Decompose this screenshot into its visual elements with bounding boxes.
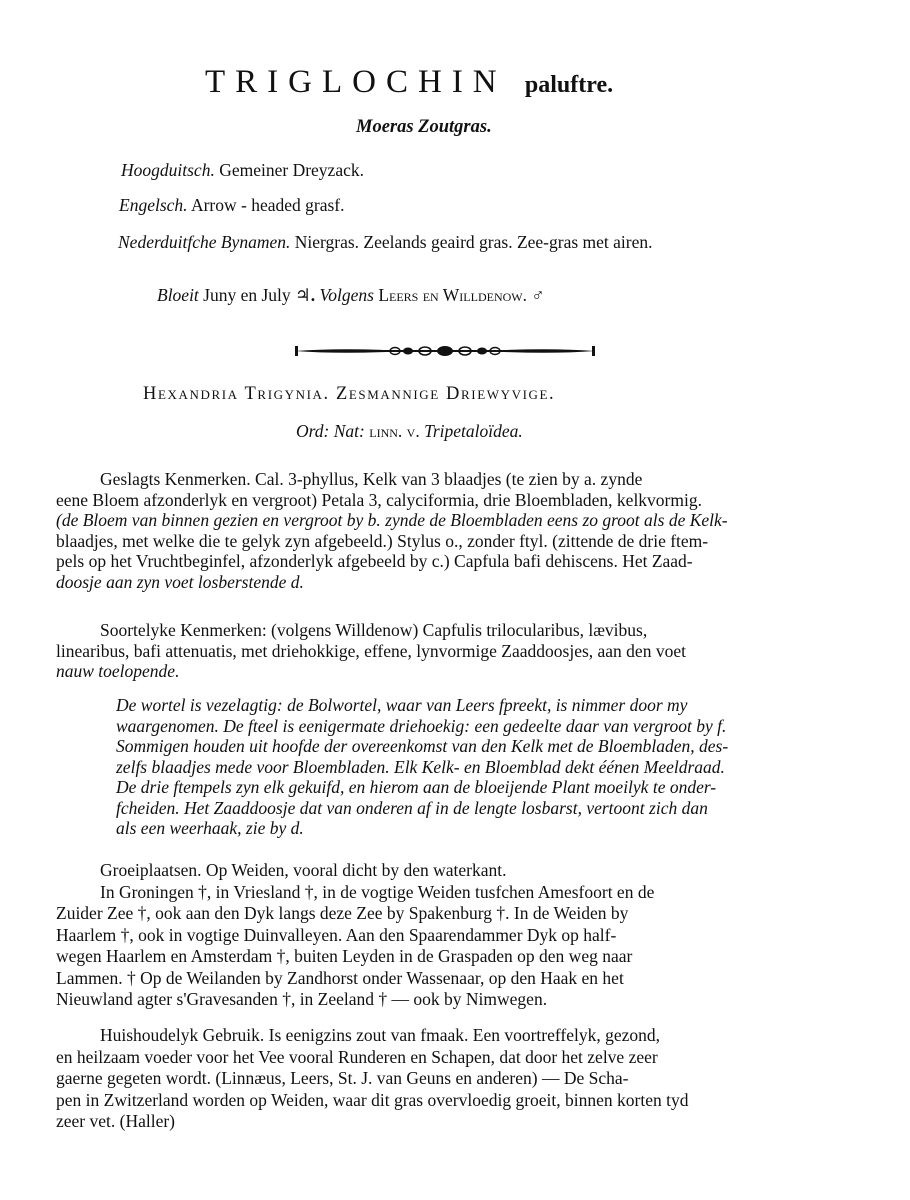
groeiplaatsen-line: Zuider Zee †, ook aan den Dyk langs deze Zee by Spakenburg †. In de Weiden by (56, 903, 629, 923)
groeiplaatsen (56, 860, 863, 1011)
geslagts-line: (de Bloem van binnen gezien en vergroot by b. zynde de Bloembladen eens zo groot als de Kelk- (56, 510, 728, 530)
name-engelsch-value: Arrow - headed grasf. (190, 195, 345, 215)
huishoudelyk-line: en heilzaam voeder voor het Vee vooral Runderen en Schapen, dat door het zelve zeer (56, 1046, 658, 1067)
name-nederduitsche (118, 232, 653, 253)
bloei-authors: Leers en Willdenow. (378, 285, 527, 305)
dutch-name: Moeras Zoutgras. (356, 117, 492, 137)
wortel-line: Sommigen houden uit hoofde der overeenkomst van den Kelk met de Bloembladen, des- (116, 736, 729, 756)
groeiplaatsen-line: Groeiplaatsen. Op Weiden, vooral dicht by den waterkant. (100, 860, 507, 880)
geslagts-line: Geslagts Kenmerken. Cal. 3-phyllus, Kelk van 3 blaadjes (te zien by a. zynde (100, 469, 643, 489)
perennial-symbol: ♃. (295, 285, 316, 305)
geslagts-line: eene Bloem afzonderlyk en vergroot) Petala 3, calyciformia, drie Bloembladen, kelkvormig. (56, 489, 702, 510)
wortel-line: De wortel is vezelagtig: de Bolwortel, waar van Leers fpreekt, is nimmer door my (116, 695, 688, 715)
classification-line: Hexandria Trigynia. Zesmannige Driewyvige. (143, 384, 556, 404)
wortel-line: fcheiden. Het Zaaddoosje dat van onderen af in de lengte losbarst, vertoont zich dan (116, 797, 708, 818)
show-through-smudge (705, 170, 785, 200)
ornamental-rule (295, 343, 595, 359)
natural-order-line (296, 421, 523, 442)
name-hoogduitsch-value: Gemeiner Dreyzack. (219, 160, 364, 180)
flowering-line (157, 285, 545, 306)
natural-order-label: Ord: Nat: (296, 421, 365, 441)
huishoudelyk-gebruik (56, 1025, 863, 1133)
geslagts-line: blaadjes, met welke die te gelyk zyn afgebeeld.) Stylus o., zonder ftyl. (zittende de drie ftem- (56, 530, 709, 551)
groeiplaatsen-line: Nieuwland agter s'Gravesanden †, in Zeeland † — ook by Nimwegen. (56, 989, 548, 1009)
bloei-label: Bloeit (157, 285, 199, 305)
huishoudelyk-line: gaerne gegeten wordt. (Linnæus, Leers, St. J. van Geuns en anderen) — De Scha- (56, 1068, 629, 1088)
page-title (205, 64, 613, 101)
volgens-label: Volgens (319, 285, 374, 305)
name-engelsch-label: Engelsch. (119, 195, 188, 215)
name-hoogduitsch (121, 160, 364, 181)
wortel-line: waargenomen. De fteel is eenigermate driehoekig: een gedeelte daar van vergroot by f. (116, 715, 727, 736)
soortelyke-line: nauw toelopende. (56, 661, 180, 681)
name-nederduitsche-label: Nederduitfche Bynamen. (118, 232, 291, 252)
huishoudelyk-line: zeer vet. (Haller) (56, 1111, 176, 1131)
wortel-line: zelfs blaadjes mede voor Bloembladen. Elk Kelk- en Bloemblad dekt éénen Meeldraad. (116, 756, 725, 777)
name-nederduitsche-value: Niergras. Zeelands geaird gras. Zee-gras met airen. (294, 232, 653, 252)
huishoudelyk-line: pen in Zwitzerland worden op Weiden, waar dit gras overvloedig groeit, binnen korten tyd (56, 1089, 689, 1110)
wortel-line: als een weerhaak, zie by d. (116, 818, 304, 838)
groeiplaatsen-line: wegen Haarlem en Amsterdam †, buiten Leyden in de Graspaden op den weg naar (56, 946, 633, 966)
wortel-line: De drie ftempels zyn elk gekuifd, en hierom aan de bloeijende Plant moeilyk te onder- (116, 777, 717, 797)
soortelyke-line: linearibus, bafi attenuatis, met driehokkige, effene, lynvormige Zaaddoosjes, aan den voet (56, 640, 686, 661)
male-symbol: ♂ (531, 285, 545, 305)
name-hoogduitsch-label: Hoogduitsch. (121, 160, 215, 180)
groeiplaatsen-line: Haarlem †, ook in vogtige Duinvalleyen. Aan den Spaarendammer Dyk op half- (56, 924, 617, 945)
species-name: paluftre. (524, 72, 614, 98)
genus-name: TRIGLOCHIN (205, 64, 507, 100)
soortelyke-line: Soortelyke Kenmerken: (volgens Willdenow) Capfulis trilocularibus, lævibus, (100, 620, 648, 640)
huishoudelyk-line: Huishoudelyk Gebruik. Is eenigzins zout van fmaak. Een voortreffelyk, gezond, (100, 1025, 660, 1045)
natural-order-linn: linn. v. (369, 421, 420, 441)
soortelyke-kenmerken (56, 620, 859, 682)
bloei-months: Juny en July (203, 285, 291, 305)
name-engelsch (119, 195, 345, 216)
wortel-description (116, 695, 859, 839)
groeiplaatsen-line: In Groningen †, in Vriesland †, in de vogtige Weiden tusfchen Amesfoort en de (100, 881, 655, 902)
geslagts-line: doosje aan zyn voet losberstende d. (56, 571, 304, 592)
geslagts-line: pels op het Vruchtbeginfel, afzonderlyk afgebeeld by c.) Capfula bafi dehiscens. Het Zaad- (56, 551, 693, 571)
natural-order-name: Tripetaloïdea. (424, 421, 523, 441)
geslagts-kenmerken (56, 469, 859, 592)
groeiplaatsen-line: Lammen. † Op de Weilanden by Zandhorst onder Wassenaar, op den Haak en het (56, 967, 624, 988)
